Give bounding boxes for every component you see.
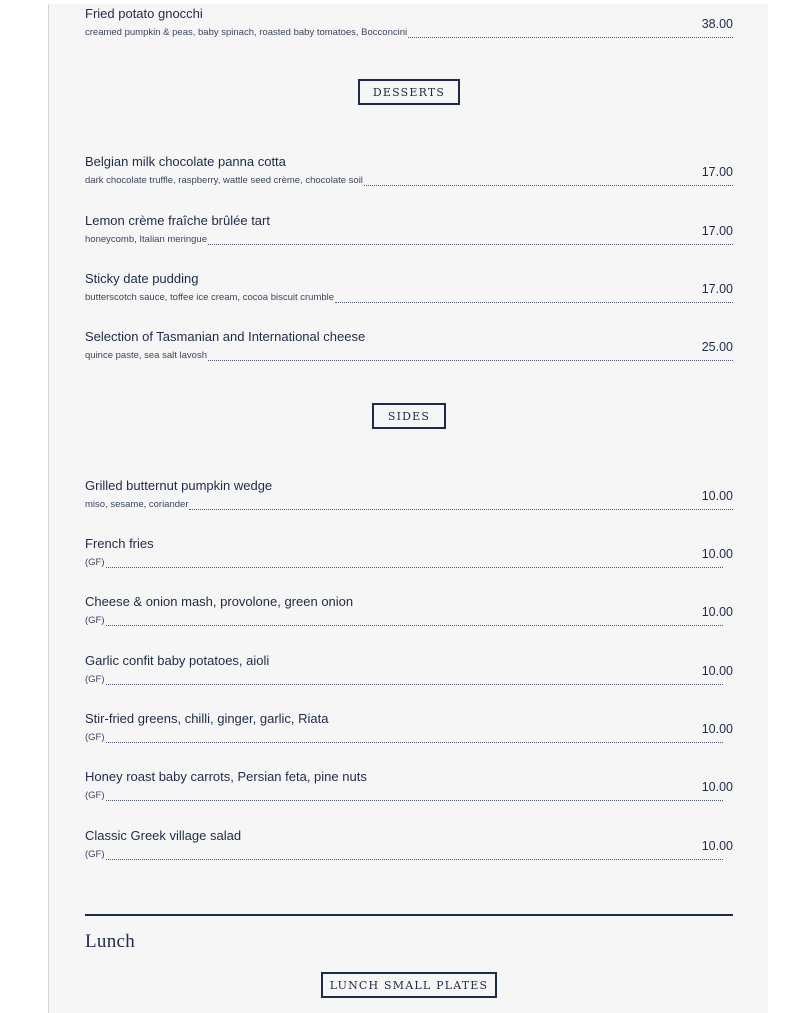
item-price: 10.00 <box>701 605 733 619</box>
item-desc-line <box>85 847 723 861</box>
item-price: 10.00 <box>701 722 733 736</box>
item-name: Honey roast baby carrots, Persian feta, pine nuts <box>85 769 367 784</box>
dot-leader <box>106 790 723 801</box>
item-price: 17.00 <box>701 282 733 296</box>
item-desc-line <box>85 555 723 569</box>
item-desc-line <box>85 25 733 39</box>
section-badge-desserts: DESSERTS <box>358 79 460 105</box>
menu-item <box>85 594 733 630</box>
dot-leader <box>364 175 733 186</box>
item-desc-line <box>85 788 723 802</box>
item-desc-line <box>85 730 723 744</box>
section-badge-lunch-small-plates: LUNCH SMALL PLATES <box>321 972 497 998</box>
item-price: 25.00 <box>701 340 733 354</box>
dot-leader <box>106 615 723 626</box>
item-desc-line <box>85 348 733 362</box>
dot-leader <box>106 732 723 743</box>
item-name: Belgian milk chocolate panna cotta <box>85 154 286 169</box>
section-badge-sides: SIDES <box>372 403 446 429</box>
section-divider <box>85 914 733 916</box>
menu-item <box>85 213 733 249</box>
dot-leader <box>408 27 733 38</box>
item-desc-line <box>85 613 723 627</box>
item-price: 17.00 <box>701 165 733 179</box>
item-desc: quince paste, sea salt lavosh <box>85 350 207 361</box>
dot-leader <box>208 350 733 361</box>
item-price: 10.00 <box>701 780 733 794</box>
menu-item <box>85 536 733 572</box>
item-desc-line <box>85 173 733 187</box>
item-name: Stir-fried greens, chilli, ginger, garlic, Riata <box>85 711 329 726</box>
menu-item-gnocchi <box>85 6 733 42</box>
item-name: Garlic confit baby potatoes, aioli <box>85 653 270 668</box>
item-desc: creamed pumpkin & peas, baby spinach, roasted baby tomatoes, Bocconcini <box>85 27 408 38</box>
item-price: 38.00 <box>701 17 733 31</box>
item-name: Fried potato gnocchi <box>85 6 203 21</box>
item-desc: (GF) <box>85 615 105 626</box>
item-desc-line <box>85 290 733 304</box>
menu-item <box>85 478 733 514</box>
item-desc: (GF) <box>85 849 105 860</box>
menu-item <box>85 711 733 747</box>
item-desc-line <box>85 497 733 511</box>
dot-leader <box>106 674 723 685</box>
dot-leader <box>189 499 733 510</box>
menu-item <box>85 769 733 805</box>
dot-leader <box>106 849 723 860</box>
menu-item <box>85 329 733 365</box>
item-desc: honeycomb, Italian meringue <box>85 234 207 245</box>
item-name: French fries <box>85 536 154 551</box>
item-price: 10.00 <box>701 489 733 503</box>
item-desc: (GF) <box>85 790 105 801</box>
dot-leader <box>335 292 733 303</box>
menu-item <box>85 154 733 190</box>
menu-item <box>85 271 733 307</box>
item-desc: dark chocolate truffle, raspberry, wattle seed crème, chocolate soil <box>85 175 363 186</box>
dot-leader <box>208 234 733 245</box>
item-desc: miso, sesame, coriander <box>85 499 189 510</box>
section-title-lunch: Lunch <box>85 931 136 952</box>
item-name: Selection of Tasmanian and International cheese <box>85 329 366 344</box>
dot-leader <box>106 557 723 568</box>
item-desc: (GF) <box>85 674 105 685</box>
item-desc-line <box>85 232 733 246</box>
menu-page <box>48 4 768 1013</box>
menu-item <box>85 653 733 689</box>
item-desc: (GF) <box>85 557 105 568</box>
item-name: Grilled butternut pumpkin wedge <box>85 478 273 493</box>
item-price: 17.00 <box>701 224 733 238</box>
item-desc: butterscotch sauce, toffee ice cream, cocoa biscuit crumble <box>85 292 335 303</box>
item-price: 10.00 <box>701 839 733 853</box>
item-price: 10.00 <box>701 664 733 678</box>
item-name: Classic Greek village salad <box>85 828 242 843</box>
item-desc-line <box>85 672 723 686</box>
item-name: Cheese & onion mash, provolone, green onion <box>85 594 354 609</box>
item-price: 10.00 <box>701 547 733 561</box>
item-name: Lemon crème fraîche brûlée tart <box>85 213 270 228</box>
item-name: Sticky date pudding <box>85 271 199 286</box>
item-desc: (GF) <box>85 732 105 743</box>
menu-item <box>85 828 733 864</box>
